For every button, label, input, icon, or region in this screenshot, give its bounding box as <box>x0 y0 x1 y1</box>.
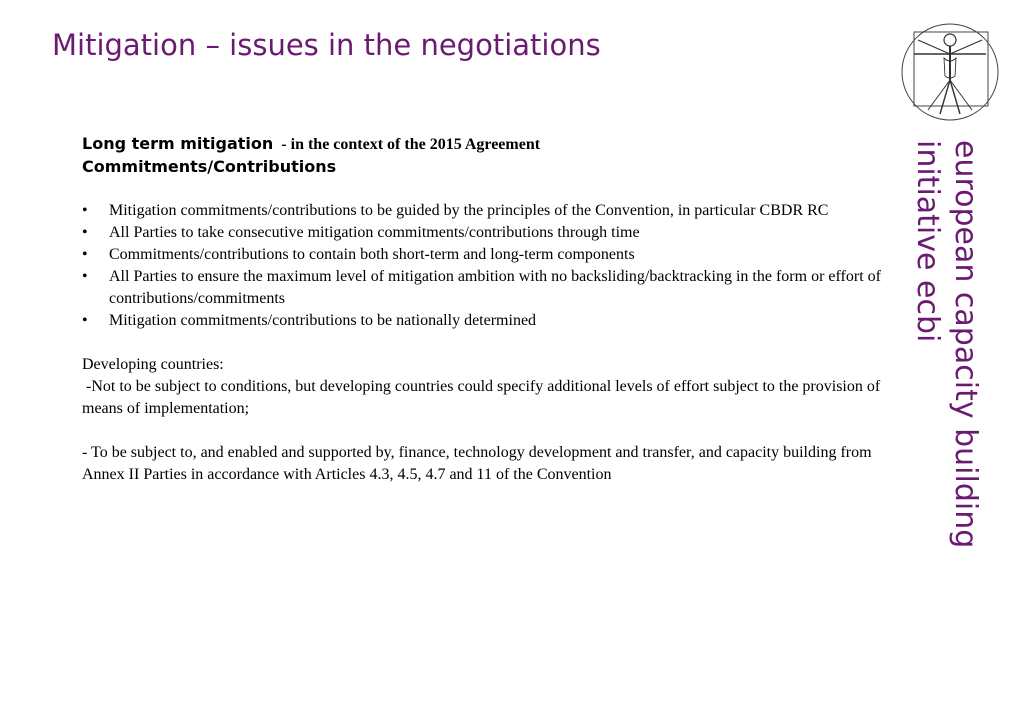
list-item: • Commitments/contributions to contain both short-term and long-term components <box>82 244 917 266</box>
list-item: • Mitigation commitments/contributions to be guided by the principles of the Convention, in particular CBDR RC <box>82 200 917 222</box>
bullet-icon: • <box>82 202 88 219</box>
developing-paragraph-1: -Not to be subject to conditions, but developing countries could specify additional levels of effort subject to the provision of means of implementation; <box>82 378 885 417</box>
bullet-icon: • <box>82 224 88 241</box>
bullet-icon: • <box>82 312 88 329</box>
brand-line-2: initiative ecbi <box>910 140 945 343</box>
slide-title: Mitigation – issues in the negotiations <box>52 28 601 62</box>
developing-heading: Developing countries: <box>82 356 224 373</box>
slide-content <box>82 133 917 486</box>
vitruvian-man-icon <box>900 18 1000 122</box>
heading-main: Long term mitigation <box>82 134 274 153</box>
heading-sub: - in the context of the 2015 Agreement <box>281 136 541 153</box>
bullet-icon: • <box>82 246 88 263</box>
list-item: • All Parties to ensure the maximum level of mitigation ambition with no backsliding/backtracking in the form or effort of contributions/commitments <box>82 268 881 307</box>
developing-paragraph-2: - To be subject to, and enabled and supported by, finance, technology development and transfer, and capacity building from Annex II Parties in accordance with Articles 4.3, 4.5, 4.7 and 11 of the Convention <box>82 444 872 483</box>
section-heading <box>82 133 917 156</box>
brand-text <box>908 140 984 548</box>
bullet-icon: • <box>82 268 88 285</box>
bullet-list <box>82 200 917 332</box>
brand-line-1: european capacity building <box>948 140 983 549</box>
list-item: • All Parties to take consecutive mitigation commitments/contributions through time <box>82 222 917 244</box>
subheading: Commitments/Contributions <box>82 157 337 176</box>
list-item: • Mitigation commitments/contributions to be nationally determined <box>82 310 917 332</box>
